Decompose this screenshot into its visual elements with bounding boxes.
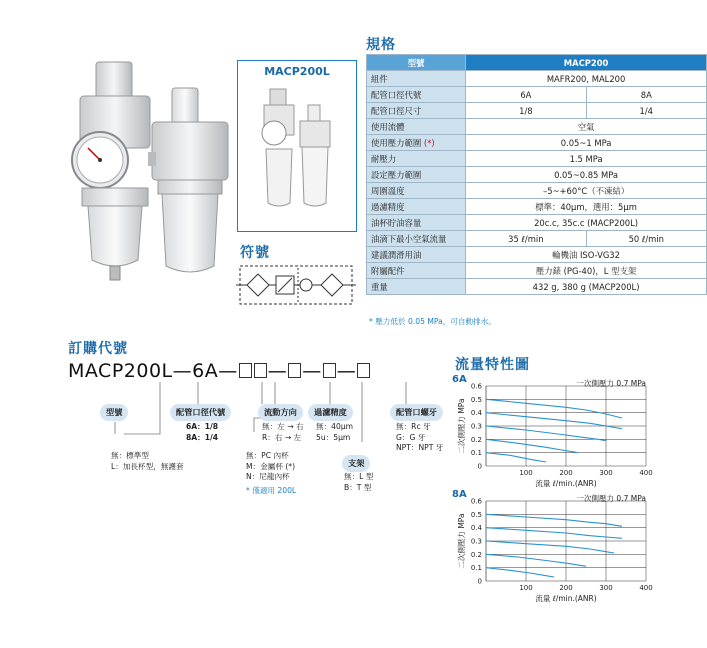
spec-value: 1.5 MPa	[466, 151, 707, 167]
group-model-options	[111, 451, 184, 472]
code-box-thread	[357, 363, 370, 378]
spec-label: 配管口徑代號	[367, 87, 466, 103]
model-box-title: MACP200L	[264, 65, 330, 78]
spec-table	[366, 54, 707, 295]
spec-value: 標準：40μm，選用：5μm	[466, 199, 707, 215]
spec-value: MAFR200, MAL200	[466, 71, 707, 87]
group-port-title: 配管口徑代號	[170, 404, 231, 421]
model-small-photo	[258, 85, 338, 225]
x-tick-label: 400	[639, 584, 653, 592]
thread-option-0: 無：Rc 牙	[396, 422, 431, 431]
spec-label: 設定壓力範圍	[367, 167, 466, 183]
flow-chart-6a	[440, 372, 665, 502]
spec-row	[367, 199, 707, 215]
spec-label: 油滴下最小空氣流量	[367, 231, 466, 247]
bracket-option-1: B：T 型	[344, 482, 372, 492]
group-bracket-title: 支架	[342, 455, 370, 472]
flow-curve-2	[486, 426, 606, 441]
y-tick-label: 0.2	[470, 435, 482, 444]
y-tick-label: 0.5	[470, 395, 482, 404]
y-axis-label: 二次側壓力 MPa	[457, 398, 466, 454]
y-tick-label: 0.4	[470, 524, 482, 533]
spec-value: 50 ℓ/min	[586, 231, 706, 247]
group-flow-options	[262, 422, 304, 443]
group-bracket-options	[344, 472, 373, 493]
flow-option-1: R：右 → 左	[262, 432, 302, 442]
group-model-title: 型號	[100, 404, 128, 421]
flow-curve-3	[486, 439, 578, 452]
spec-row	[367, 279, 707, 295]
x-tick-label: 100	[519, 584, 533, 592]
symbol-title: 符號	[240, 245, 270, 261]
thread-option-2: NPT：NPT 牙	[396, 443, 444, 452]
x-tick-label: 200	[559, 469, 573, 477]
model-option-0: 無：標準型	[111, 451, 149, 460]
spec-label: 配管口徑尺寸	[367, 103, 466, 119]
group-filter-title: 過濾精度	[308, 404, 353, 421]
flow-curve-1	[486, 528, 622, 539]
filter-option-1: 5u：5μm	[316, 432, 351, 442]
bowl-option-1: M：金屬杯 (*)	[246, 461, 296, 471]
spec-label: 附屬配件	[367, 263, 466, 279]
flow-chart-8a	[440, 487, 665, 617]
code-box-filter	[288, 363, 301, 378]
spec-row	[367, 231, 707, 247]
spec-row	[367, 87, 707, 103]
spec-value: 0.05~0.85 MPa	[466, 167, 707, 183]
spec-label: 建議潤滑用油	[367, 247, 466, 263]
spec-label: 油杯貯油容量	[367, 215, 466, 231]
y-tick-label: 0.6	[470, 497, 482, 506]
chart-annotation: 一次側壓力 0.7 MPa	[576, 379, 646, 388]
spec-label: 使用流體	[367, 119, 466, 135]
group-flow-title: 流動方向	[258, 404, 303, 421]
code-box-bracket	[323, 363, 336, 378]
spec-value: 輪機油 ISO-VG32	[466, 247, 707, 263]
spec-title: 規格	[366, 37, 396, 53]
flow-curve-3	[486, 554, 586, 566]
x-axis-label: 流量 ℓ/min.(ANR)	[535, 479, 597, 488]
spec-value: –5~+60°C（不凍結）	[466, 183, 707, 199]
spec-label: 型號	[367, 55, 466, 71]
spec-value: 6A	[466, 87, 586, 103]
spec-row	[367, 135, 707, 151]
spec-value: MACP200	[466, 55, 707, 71]
order-code: MACP200L—6A— — — —	[68, 360, 371, 382]
group-thread-options	[396, 422, 443, 454]
spec-value: 空氣	[466, 119, 707, 135]
group-thread-title: 配管口螺牙	[390, 404, 443, 421]
x-tick-label: 100	[519, 469, 533, 477]
pneumatic-symbol	[236, 262, 356, 308]
flow-curve-2	[486, 541, 614, 553]
chart-title: 6A	[452, 374, 467, 385]
spec-header-row	[367, 55, 707, 71]
y-tick-label: 0.3	[470, 422, 482, 431]
code-box-flow	[239, 363, 252, 378]
bowl-note: * 僅適用 200L	[246, 485, 297, 495]
x-tick-label: 200	[559, 584, 573, 592]
spec-label: 過濾精度	[367, 199, 466, 215]
x-axis-label: 流量 ℓ/min.(ANR)	[535, 594, 597, 603]
bracket-option-0: 無：L 型	[344, 472, 374, 481]
y-tick-label: 0.5	[470, 510, 482, 519]
flow-curve-1	[486, 413, 622, 429]
chart-annotation: 一次側壓力 0.7 MPa	[576, 494, 646, 503]
port-option-0: 6A：1/8	[186, 422, 219, 431]
x-tick-label: 300	[599, 584, 613, 592]
model-option-1: L：加長杯型，無護套	[111, 461, 184, 471]
bowl-option-2: N：尼龍內杯	[246, 472, 290, 481]
y-tick-label: 0.3	[470, 537, 482, 546]
order-connectors	[0, 378, 440, 468]
flow-curve-4	[486, 453, 546, 462]
y-tick-label: 0.6	[470, 382, 482, 391]
spec-row	[367, 71, 707, 87]
spec-value: 1/8	[466, 103, 586, 119]
thread-option-1: G：G 牙	[396, 432, 426, 442]
x-tick-label: 400	[639, 469, 653, 477]
spec-label: 耐壓力	[367, 151, 466, 167]
flow-curve-0	[486, 514, 622, 526]
spec-row	[367, 103, 707, 119]
spec-value: 20c.c, 35c.c (MACP200L)	[466, 215, 707, 231]
code-prefix: MACP200L	[68, 360, 173, 382]
spec-row	[367, 247, 707, 263]
spec-label: 組件	[367, 71, 466, 87]
flow-curve-4	[486, 568, 554, 577]
y-tick-label: 0.2	[470, 550, 482, 559]
spec-row	[367, 263, 707, 279]
y-tick-label: 0	[477, 462, 482, 471]
product-photo	[62, 60, 232, 290]
spec-row	[367, 151, 707, 167]
spec-value: 1/4	[586, 103, 706, 119]
y-tick-label: 0.1	[470, 564, 482, 573]
y-tick-label: 0.1	[470, 449, 482, 458]
spec-note: * 壓力低於 0.05 MPa，可自動排水。	[369, 317, 496, 326]
port-option-1: 8A：1/4	[186, 432, 219, 442]
filter-option-0: 無：40μm	[316, 422, 354, 431]
group-filter-options	[316, 422, 353, 443]
y-tick-label: 0.4	[470, 409, 482, 418]
x-tick-label: 300	[599, 469, 613, 477]
flow-title: 流量特性圖	[455, 357, 530, 373]
spec-value: 35 ℓ/min	[466, 231, 586, 247]
spec-label: 重量	[367, 279, 466, 295]
spec-value: 8A	[586, 87, 706, 103]
spec-label: 使用壓力範圍 (*)	[367, 135, 466, 151]
order-title: 訂購代號	[68, 341, 128, 357]
spec-row	[367, 119, 707, 135]
group-port-options	[186, 422, 218, 443]
spec-value: 壓力錶 (PG-40)，L 型支架	[466, 263, 707, 279]
spec-row	[367, 215, 707, 231]
model-illustration-box	[237, 60, 357, 232]
flow-option-0: 無：左 → 右	[262, 422, 304, 431]
spec-row	[367, 183, 707, 199]
spec-value: 0.05~1 MPa	[466, 135, 707, 151]
chart-title: 8A	[452, 489, 467, 500]
spec-row	[367, 167, 707, 183]
code-port: 6A	[192, 360, 219, 382]
bowl-option-0: 無：PC 內杯	[246, 451, 289, 460]
spec-value: 432 g, 380 g (MACP200L)	[466, 279, 707, 295]
group-bowl-options	[246, 451, 296, 496]
y-axis-label: 二次側壓力 MPa	[457, 513, 466, 569]
spec-label: 周圍溫度	[367, 183, 466, 199]
y-tick-label: 0	[477, 577, 482, 586]
code-box-bowl	[254, 363, 267, 378]
